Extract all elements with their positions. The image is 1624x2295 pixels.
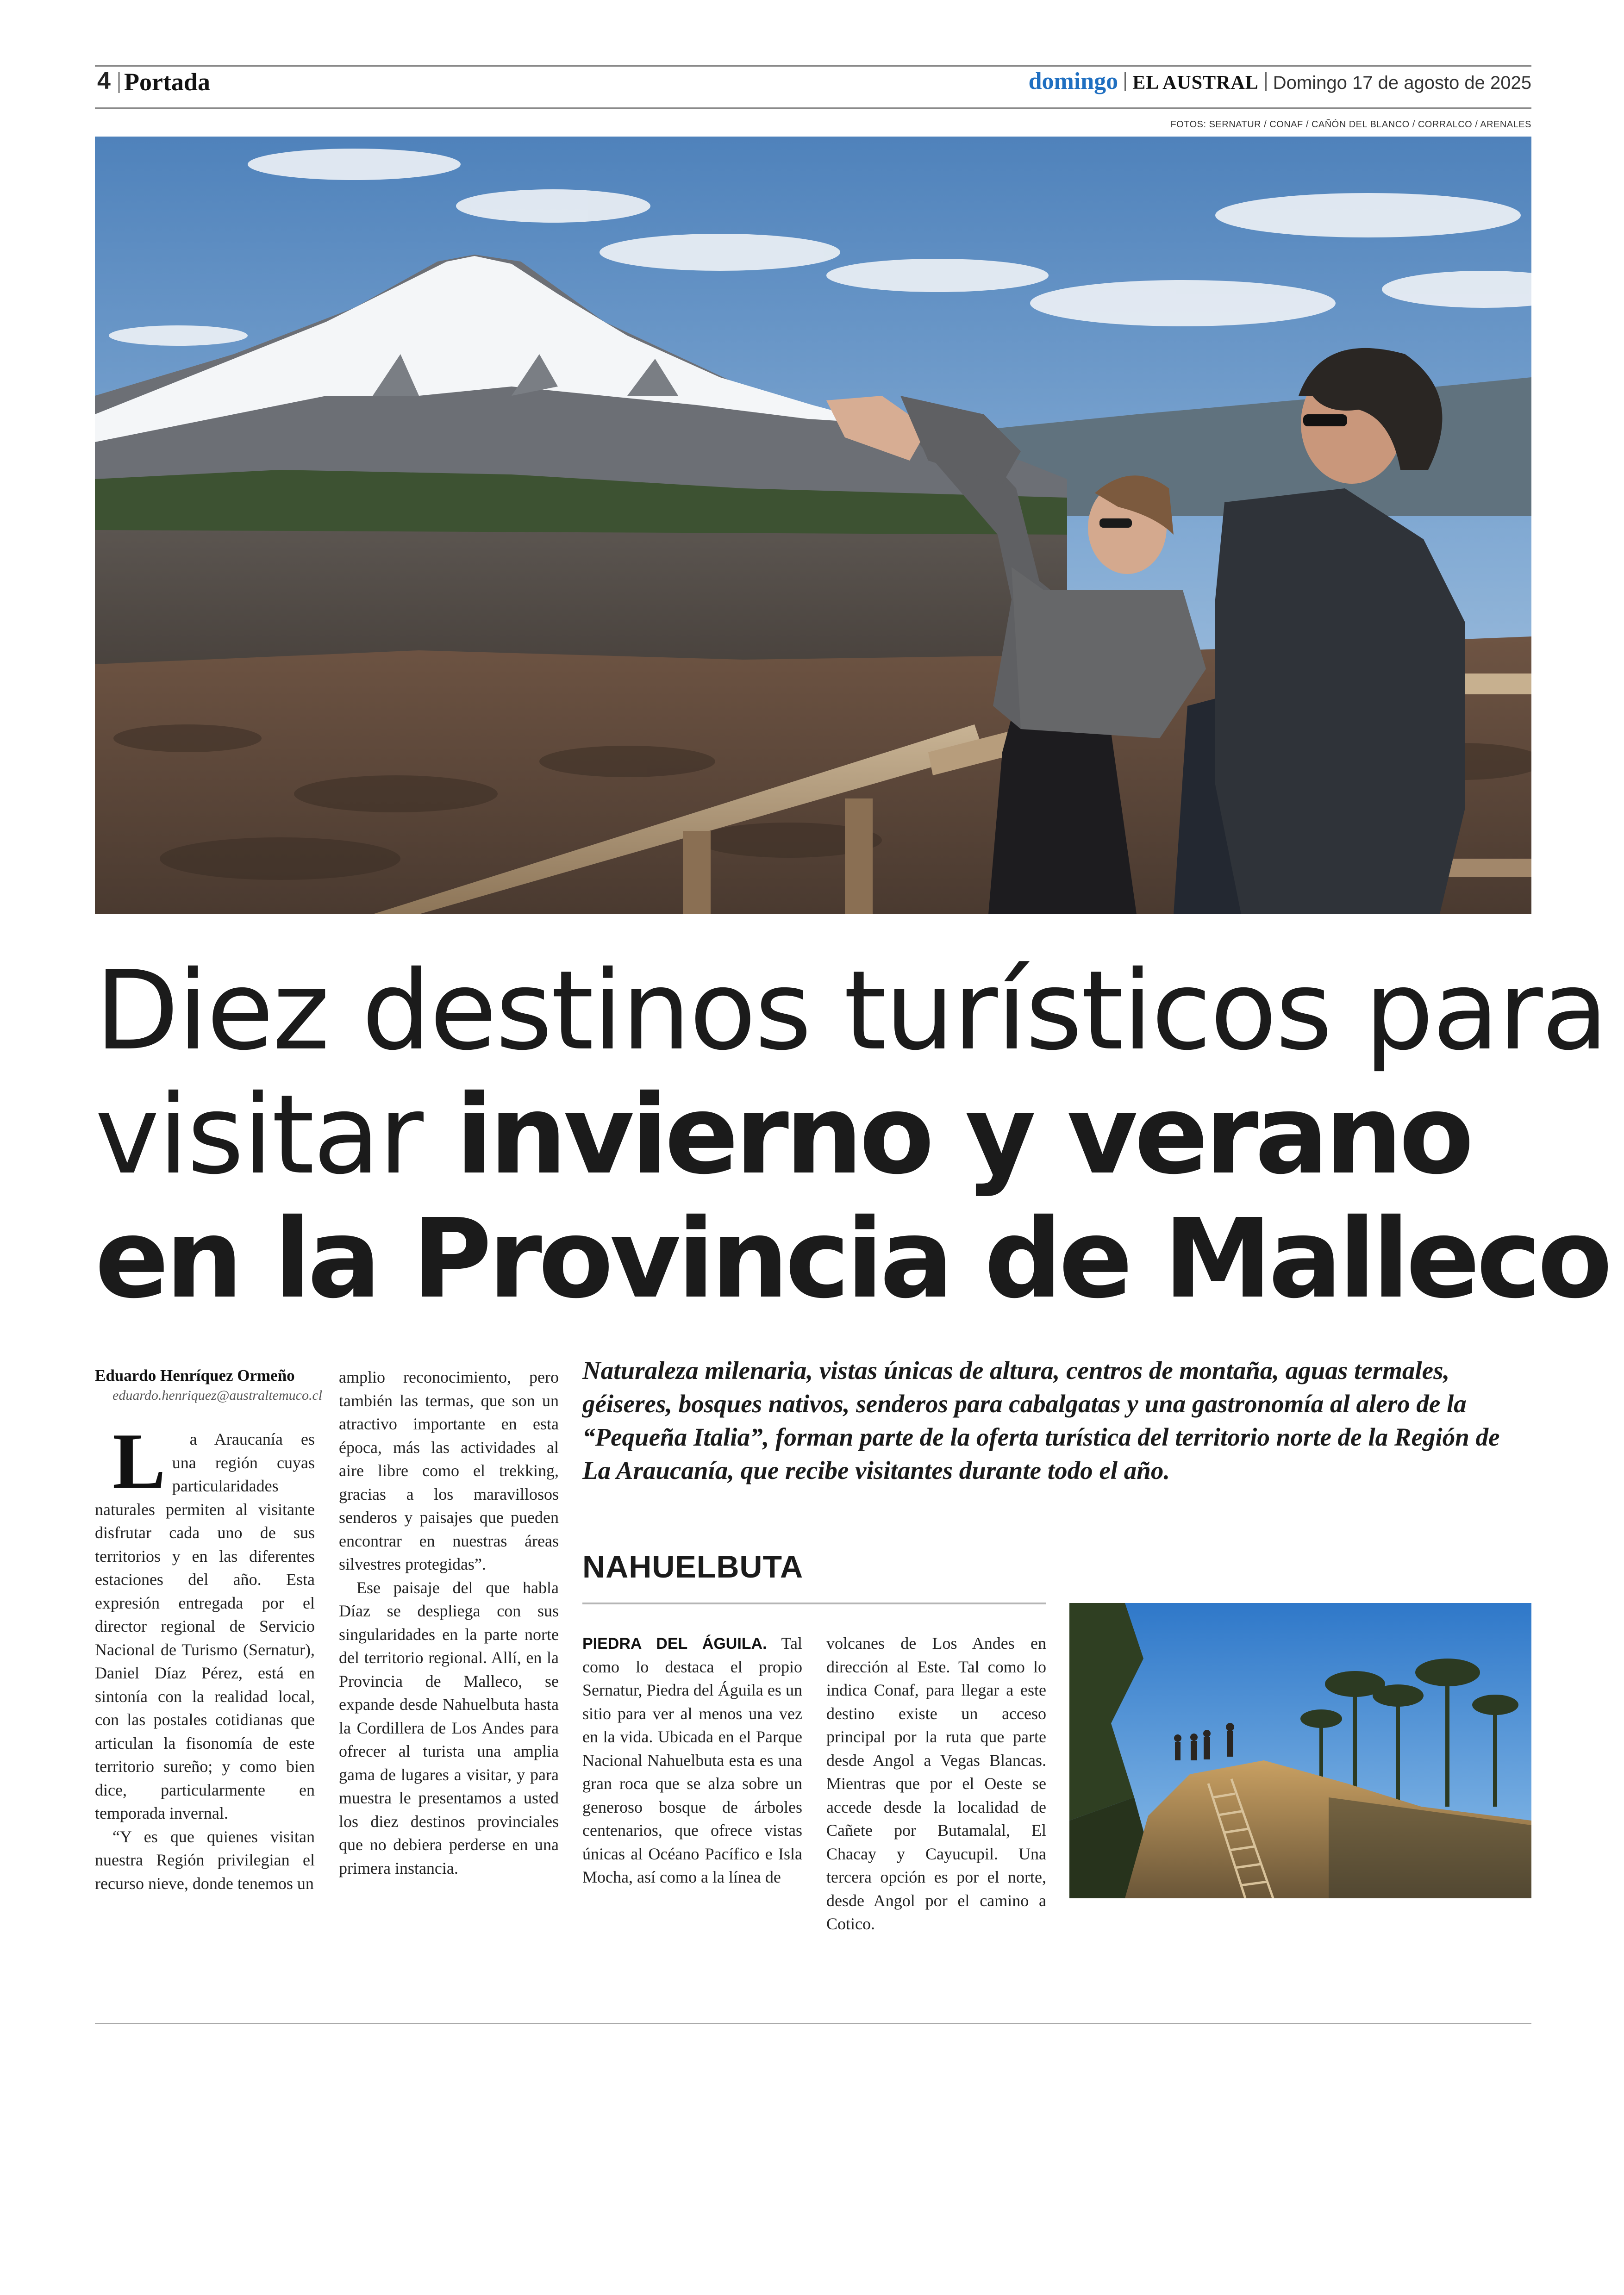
intro-paragraph [95, 1417, 315, 1825]
headline-bold-text: invierno y verano [455, 1071, 1471, 1198]
page-bottom-rule [95, 2023, 1531, 2024]
issue-date: Domingo 17 de agosto de 2025 [1273, 73, 1531, 93]
drop-cap: L [112, 1417, 166, 1505]
masthead-separator [1124, 72, 1126, 91]
body-column-1 [95, 1366, 323, 1895]
masthead [1029, 68, 1531, 95]
lead-in-piedra-del-aguila: PIEDRA DEL ÁGUILA. [582, 1635, 767, 1653]
page-number: 4 [97, 68, 111, 94]
standfirst: Naturaleza milenaria, vistas únicas de altura, centros de montaña, aguas termales, géiseres, bosques nativos, senderos para cabalgatas y una gastronomía al alero de la “Pequeña Italia”, forman parte de la oferta turística del territorio norte de la Región de La Araucanía, que recibe visitantes durante todo el año. [582, 1356, 1500, 1484]
quote-paragraph-text-continued: amplio reconocimiento, pero también las termas, que son un atractivo importante en esta época, más las actividades al aire libre como el trekking, gracias a los maravillosos senderos y paisajes que pueden encontrar en nuestras áreas silvestres protegidas”. [339, 1368, 559, 1573]
piedra-del-aguila-paragraph [582, 1632, 802, 1889]
piedra-del-aguila-text-continued: volcanes de Los Andes en dirección al Este. Tal como lo indica Conaf, para llegar a este destino existe un acceso principal por la ruta que parte desde Angol a Vegas Blancas. Mientras que por el Oeste se accede desde la localidad de Cañete por Butamalal, El Chacay y Cayucupil. Una tercera opción es por el norte, desde Angol por el camino a Cotico. [826, 1634, 1046, 1933]
landscape-paragraph-text: Ese paisaje del que habla Díaz se despliega con sus singularidades en la parte norte del territorio regional. Allí, en la Provincia de Malleco, se expande desde Nahuelbuta hasta la Cordillera de Los Andes para ofrecer al turista una amplia gama de lugares a visitar, y para muestra le presentamos a usted los diez destinos provinciales que no debiera perderse en una primera instancia. [339, 1578, 559, 1877]
headline-light-text: visitar [95, 1071, 456, 1198]
headline-bold-text: en la Provincia de Malleco [95, 1195, 1609, 1322]
section-name: Portada [124, 68, 210, 96]
body-column-2 [339, 1366, 559, 1880]
piedra-del-aguila-text: Tal como lo destaca el propio Sernatur, Piedra del Águila es un sitio para ver al menos una vez en la vida. Ubicada en el Parque Nacional Nahuelbuta esta es una gran roca que se alza sobre un generoso bosque de árboles centenarios, que ofrece vistas únicas al Océano Pacífico e Isla Mocha, así como a la línea de [582, 1634, 802, 1886]
photo-credits: FOTOS: SERNATUR / CONAF / CAÑÓN DEL BLANCO / CORRALCO / ARENALES [1170, 119, 1531, 130]
brand-domingo: domingo [1028, 68, 1118, 94]
headline-line-2 [95, 1073, 1531, 1197]
byline-email: eduardo.henriquez@australtemuco.cl [112, 1388, 323, 1403]
header-bottom-rule [95, 107, 1531, 109]
quote-paragraph-continued [339, 1366, 559, 1576]
intro-paragraph-text: a Araucanía es una región cuyas particularidades naturales permiten al visitante disfrutar cada uno de sus territorios y en las diferentes estaciones del año. Esta expresión entregada por el director regional de Servicio Nacional de Turismo (Sernatur), Daniel Díaz Pérez, está en sintonía con la realidad local, con las postales cotidianas que articulan la fisonomía de este territorio sureño; y como bien dice, particularmente en temporada invernal. [95, 1430, 315, 1822]
body-column-4 [826, 1632, 1046, 1936]
section-heading-rule [582, 1603, 1046, 1604]
brand-el-austral: EL AUSTRAL [1132, 72, 1259, 94]
piedra-del-aguila-paragraph-continued [826, 1632, 1046, 1936]
landscape-paragraph [339, 1576, 559, 1880]
headline [95, 947, 1609, 1322]
header-separator [118, 72, 120, 93]
hero-photo-volcano-couple [95, 137, 1531, 914]
byline-author: Eduardo Henríquez Ormeño [95, 1366, 295, 1384]
section-heading-nahuelbuta: NAHUELBUTA [582, 1549, 804, 1584]
headline-line-1 [95, 947, 1607, 1074]
headline-light-text: Diez destinos turísticos para [95, 947, 1607, 1074]
header-top-rule [95, 65, 1531, 67]
quote-paragraph [95, 1825, 315, 1896]
quote-paragraph-text: “Y es que quienes visitan nuestra Región privilegian el recurso nieve, donde tenemos un [95, 1827, 315, 1893]
body-column-3 [582, 1632, 802, 1889]
masthead-separator [1265, 72, 1267, 91]
headline-line-3 [95, 1195, 1609, 1322]
photo-piedra-del-aguila [1069, 1603, 1531, 1898]
